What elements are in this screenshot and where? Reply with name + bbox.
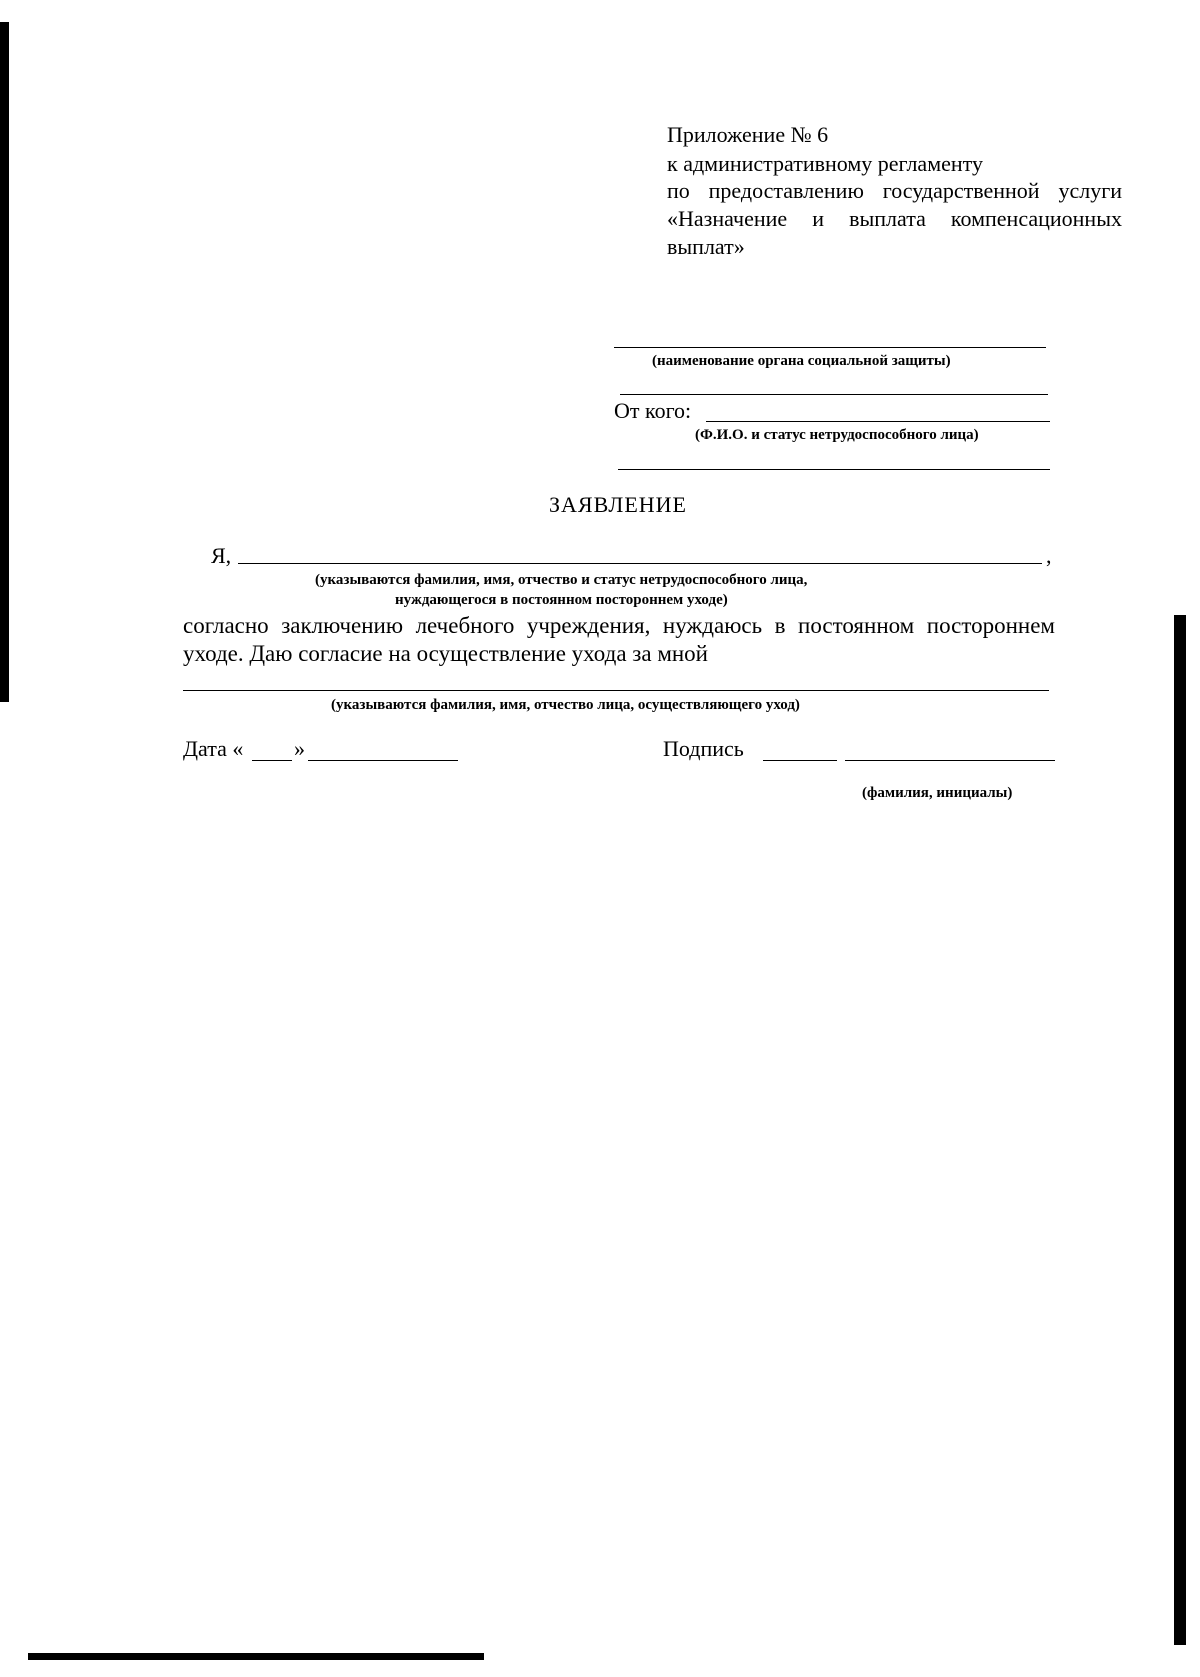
statement-paragraph-line1-text: согласно заключению лечебного учреждения, нуждаюсь в постоянном постороннем [183, 613, 1055, 638]
document-title: ЗАЯВЛЕНИЕ [549, 492, 687, 517]
applicant-caption-line1: (указываются фамилия, имя, отчество и статус нетрудоспособного лица, [315, 572, 808, 588]
scan-edge-bottom [28, 1653, 484, 1660]
organ-name-line[interactable] [614, 347, 1046, 348]
date-close-quote: » [294, 736, 305, 761]
organ-name-caption: (наименование органа социальной защиты) [652, 353, 951, 369]
applicant-name-line[interactable] [238, 563, 1042, 564]
carer-caption: (указываются фамилия, имя, отчество лица, осуществляющего уход) [331, 697, 800, 713]
ya-label: Я, [211, 543, 232, 568]
statement-paragraph-line2: уходе. Даю согласие на осуществление ухода за мной [183, 641, 708, 666]
header-appendix-number: Приложение № 6 [667, 122, 829, 147]
date-day-line[interactable] [252, 760, 292, 761]
organ-name-line-2[interactable] [620, 394, 1048, 395]
statement-paragraph-line1 [183, 612, 1055, 640]
signature-line[interactable] [763, 760, 837, 761]
scan-edge-right [1174, 615, 1186, 1645]
header-service-line [667, 177, 1122, 205]
header-service-name-end: выплат» [667, 234, 745, 259]
header-service-text: по предоставлению государственной услуги [667, 178, 1122, 203]
from-status-line[interactable] [618, 469, 1050, 470]
carer-name-line[interactable] [183, 690, 1049, 691]
signer-name-line[interactable] [845, 760, 1055, 761]
scan-edge-left [0, 22, 9, 702]
fio-caption: (Ф.И.О. и статус нетрудоспособного лица) [695, 427, 979, 443]
from-fio-line[interactable] [706, 421, 1050, 422]
applicant-caption-line2: нуждающегося в постоянном постороннем уходе) [395, 592, 728, 608]
date-label: Дата « [183, 736, 244, 761]
header-service-name-text: «Назначение и выплата компенсационных [667, 206, 1122, 231]
from-label: От кого: [614, 398, 692, 423]
signer-name-caption: (фамилия, инициалы) [862, 785, 1013, 801]
header-service-name-line [667, 205, 1122, 233]
header-regulation-line: к административному регламенту [667, 151, 983, 176]
ya-comma: , [1046, 543, 1052, 568]
signature-label: Подпись [663, 736, 744, 761]
date-month-year-line[interactable] [308, 760, 458, 761]
